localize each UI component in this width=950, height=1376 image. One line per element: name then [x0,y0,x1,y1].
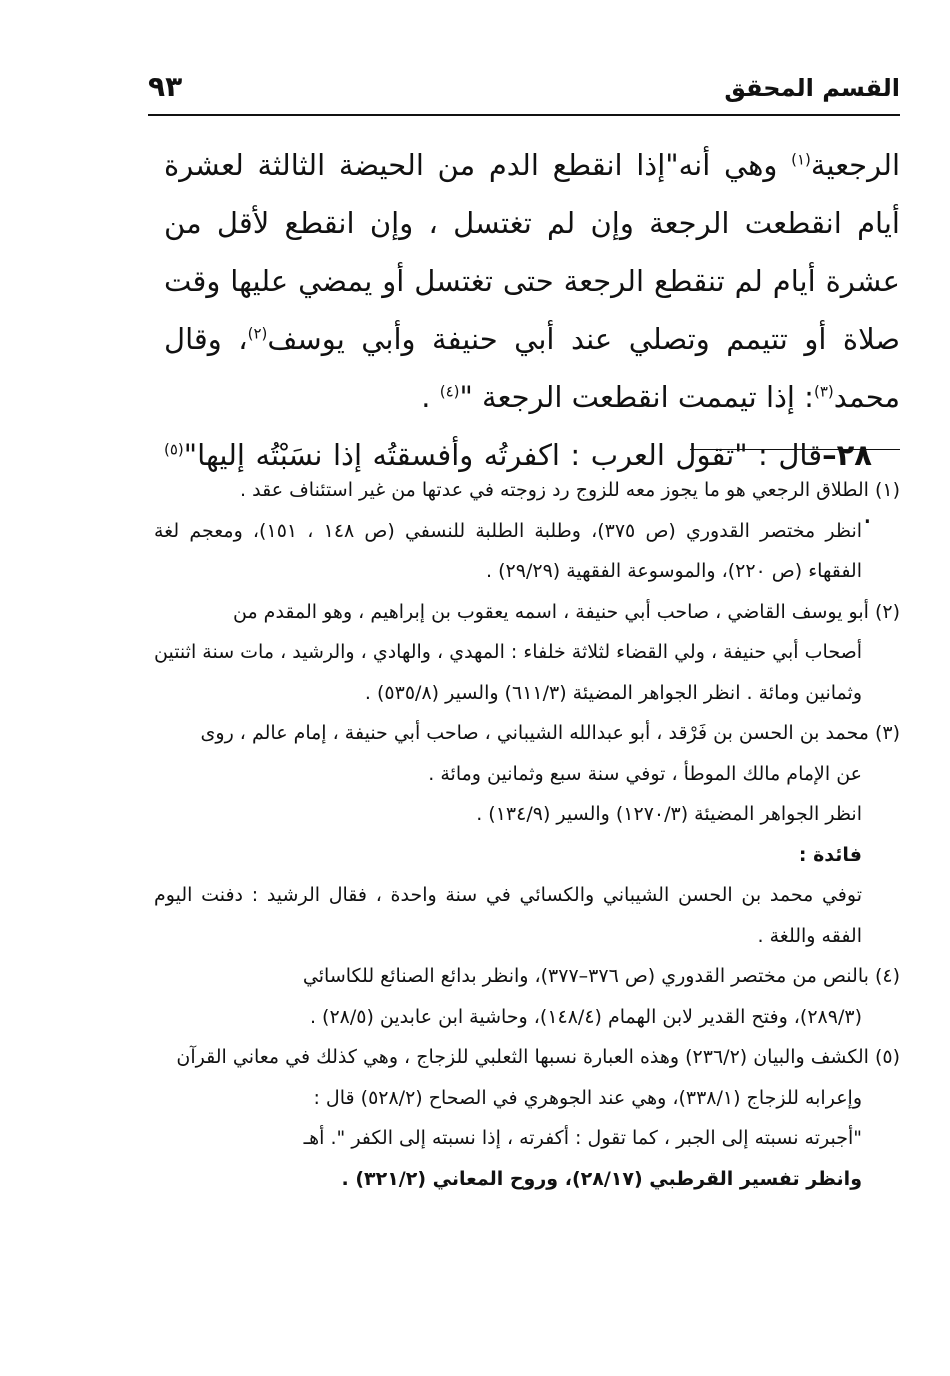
item-number: ٢٨– [822,438,872,472]
footnote-4-line: (٤) بالنص من مختصر القدوري (ص ٣٧٦–٣٧٧)، وانظر بدائع الصنائع للكاسائي [302,965,900,987]
page-header [148,70,900,116]
faida-text: توفي محمد بن الحسن الشيباني والكسائي في سنة واحدة ، فقال الرشيد : دفنت اليوم الفقه واللغة . [154,884,862,947]
footnote-5-line: وانظر تفسير القرطبي (٢٨/١٧)، وروح المعاني (٣٢١/٢) . [341,1167,862,1190]
footnote-ref-1: (١) [791,150,811,169]
footnote-separator [690,449,900,450]
footnote-3-line: (٣) محمد بن الحسن بن فَرْقد ، أبو عبدالله الشيباني ، صاحب أبي حنيفة ، إمام عالم ، روى [200,722,900,744]
text-segment: ، وقال محمد [164,322,900,414]
footnotes [154,470,900,1199]
footnote-5-line: وإعرابه للزجاج (٣٣٨/١)، وهي عند الجوهري في الصحاح (٥٢٨/٢) قال : [313,1086,862,1109]
text-segment: : إذا تيممت انقطعت الرجعة " [459,380,814,414]
page-number: ٩٣ [148,70,183,103]
footnote-5-line: (٥) الكشف والبيان (٢٣٦/٢) وهذه العبارة نسبها الثعلبي للزجاج ، وهي كذلك في معاني القرآن [176,1046,900,1068]
footnote-ref-3: (٣) [813,382,834,401]
footnote-3-line: عن الإمام مالك الموطأ ، توفي سنة سبع وثمانين ومائة . [428,762,862,785]
footnote-5-line: "أجبرته نسبته إلى الجبر ، كما تقول : أكفرته ، إذا نسبته إلى الكفر ". أهـ [303,1127,862,1149]
footnote-4-line: (٢٨٩/٣)، وفتح القدير لابن الهمام (١٤٨/٤)، وحاشية ابن عابدين (٢٨/٥) . [309,1005,862,1028]
footnote-3-line: انظر الجواهر المضيئة (١٢٧٠/٣) والسير (١٣٤/٩) . [476,803,862,825]
item-end: . [862,496,872,530]
footnote-2-line: (٢) أبو يوسف القاضي ، صاحب أبي حنيفة ، اسمه يعقوب بن إبراهيم ، وهو المقدم من [233,600,900,623]
section-title: القسم المحقق [724,74,900,102]
text-segment: الرجعية [810,148,901,182]
footnote-ref-4: (٤) [439,382,460,401]
footnote-1-line: انظر مختصر القدوري (ص ٣٧٥)، وطلبة الطلبة للنسفي (ص ١٤٨ ، ١٥١)، ومعجم لغة الفقهاء (ص ٢٢٠)، والموسوعة الفقهية (٢٩/٢٩) . [154,519,863,582]
footnote-1-line: (١) الطلاق الرجعي هو ما يجوز معه للزوج رد زوجته في عدتها من غير استئناف عقد . [240,479,900,501]
item-text: قال : "تقول العرب : اكفرتُه وأفسقتُه إذا نسَبْتُه إليها" [183,438,823,472]
paragraph-raja [164,136,900,426]
footnote-ref-5: (٥) [164,440,184,459]
text-segment: . [421,380,440,414]
footnote-ref-2: (٢) [247,324,268,343]
text-segment: وهي أنه"إذا انقطع الدم من الحيضة الثالثة لعشرة أيام انقطعت الرجعة وإن لم تغتسل ، وإن انقطع لأقل من عشرة أيام لم تنقطع الرجعة حتى تغتسل أو يمضي عليها وقت صلاة أو تتيمم وتصلي عند أبي حنيفة وأبي يوسف [164,148,900,356]
footnote-2-line: أصحاب أبي حنيفة ، ولي القضاء لثلاثة خلفاء : المهدي ، والهادي ، والرشيد ، مات سنة اثنتين وثمانين ومائة . انظر الجواهر المضيئة (٦١١/٣) والسير (٥٣٥/٨) . [154,641,862,704]
faida-heading: فائدة : [798,843,862,866]
